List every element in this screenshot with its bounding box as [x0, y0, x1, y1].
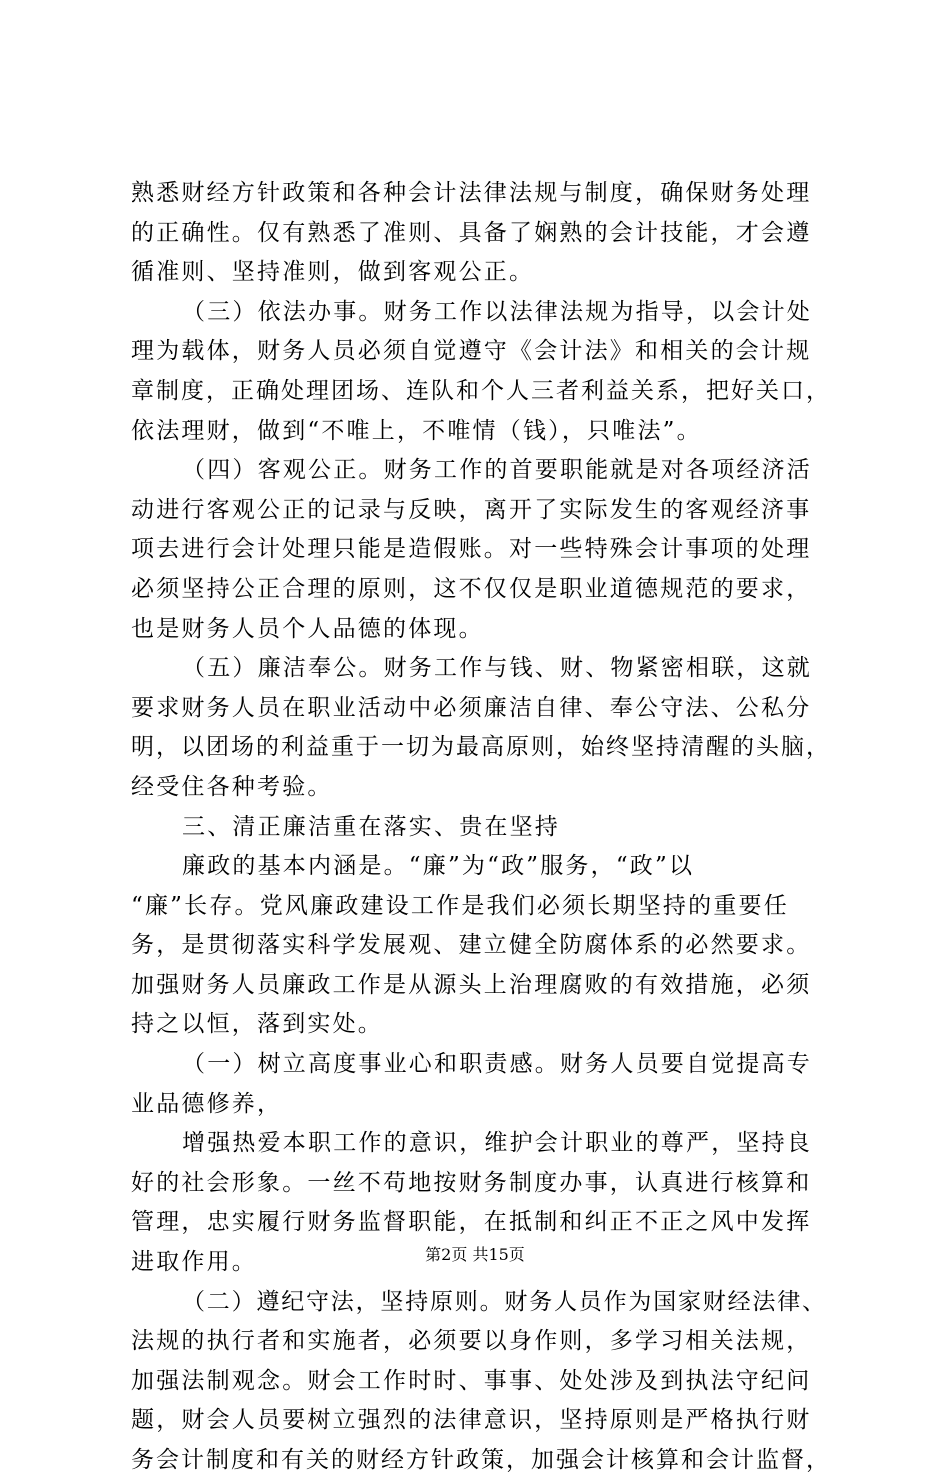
text-line: 加强法制观念。财会工作时时、事事、处处涉及到执法守纪问 — [131, 1367, 812, 1394]
text-line: 务，是贯彻落实科学发展观、建立健全防腐体系的必然要求。 — [131, 932, 812, 959]
text-line: 加强财务人员廉政工作是从源头上治理腐败的有效措施，必须 — [131, 971, 812, 998]
text-line: 进取作用。 — [131, 1249, 257, 1276]
text-line: 的正确性。仅有熟悉了准则、具备了娴熟的会计技能，才会遵 — [131, 219, 812, 246]
text-line: 务会计制度和有关的财经方针政策，加强会计核算和会计监督， — [131, 1447, 831, 1473]
text-line: 项去进行会计处理只能是造假账。对一些特殊会计事项的处理 — [131, 536, 812, 563]
text-line: 明，以团场的利益重于一切为最高原则，始终坚持清醒的头脑， — [131, 734, 831, 761]
text-line: 循准则、坚持准则，做到客观公正。 — [131, 259, 535, 286]
text-line: 熟悉财经方针政策和各种会计法律法规与制度，确保财务处理 — [131, 180, 812, 206]
text-line: （二）遵纪守法，坚持原则。财务人员作为国家财经法律、 — [182, 1288, 827, 1315]
text-line: 依法理财，做到“不唯上，不唯情（钱），只唯法”。 — [131, 417, 702, 444]
text-line: 理为载体，财务人员必须自觉遵守《会计法》和相关的会计规 — [131, 338, 812, 365]
page-footer: 第2页 共15页 — [425, 1245, 525, 1264]
text-line: 必须坚持公正合理的原则，这不仅仅是职业道德规范的要求， — [131, 575, 812, 602]
text-line: “廉”长存。党风廉政建设工作是我们必须长期坚持的重要任 — [131, 892, 789, 919]
text-line: 经受住各种考验。 — [131, 773, 333, 800]
text-line: （一）树立高度事业心和职责感。财务人员要自觉提高专 — [182, 1051, 812, 1078]
text-line: 持之以恒，落到实处。 — [131, 1011, 383, 1038]
text-line: 廉政的基本内涵是。“廉”为“政”服务，“政”以 — [182, 853, 695, 880]
text-line: 章制度，正确处理团场、连队和个人三者利益关系，把好关口， — [131, 377, 831, 404]
text-line: 增强热爱本职工作的意识，维护会计职业的尊严，坚持良 — [182, 1130, 812, 1157]
text-line: 管理，忠实履行财务监督职能，在抵制和纠正不正之风中发挥 — [131, 1209, 812, 1236]
text-line: 法规的执行者和实施者，必须要以身作则，多学习相关法规， — [131, 1328, 812, 1355]
text-line: 题，财会人员要树立强烈的法律意识，坚持原则是严格执行财 — [131, 1407, 812, 1434]
text-line: 业品德修养， — [131, 1090, 283, 1117]
text-line: 也是财务人员个人品德的体现。 — [131, 615, 484, 642]
text-line: （五）廉洁奉公。财务工作与钱、财、物紧密相联，这就 — [182, 655, 812, 682]
body-text — [131, 174, 831, 1481]
text-line: （四）客观公正。财务工作的首要职能就是对各项经济活 — [182, 457, 812, 484]
text-line: 要求财务人员在职业活动中必须廉洁自律、奉公守法、公私分 — [131, 694, 812, 721]
text-line: 好的社会形象。一丝不苟地按财务制度办事，认真进行核算和 — [131, 1169, 812, 1196]
text-line: 动进行客观公正的记录与反映，离开了实际发生的客观经济事 — [131, 496, 812, 523]
text-line: （三）依法办事。财务工作以法律法规为指导，以会计处 — [182, 298, 812, 325]
text-line: 三、清正廉洁重在落实、贵在坚持 — [182, 813, 560, 840]
